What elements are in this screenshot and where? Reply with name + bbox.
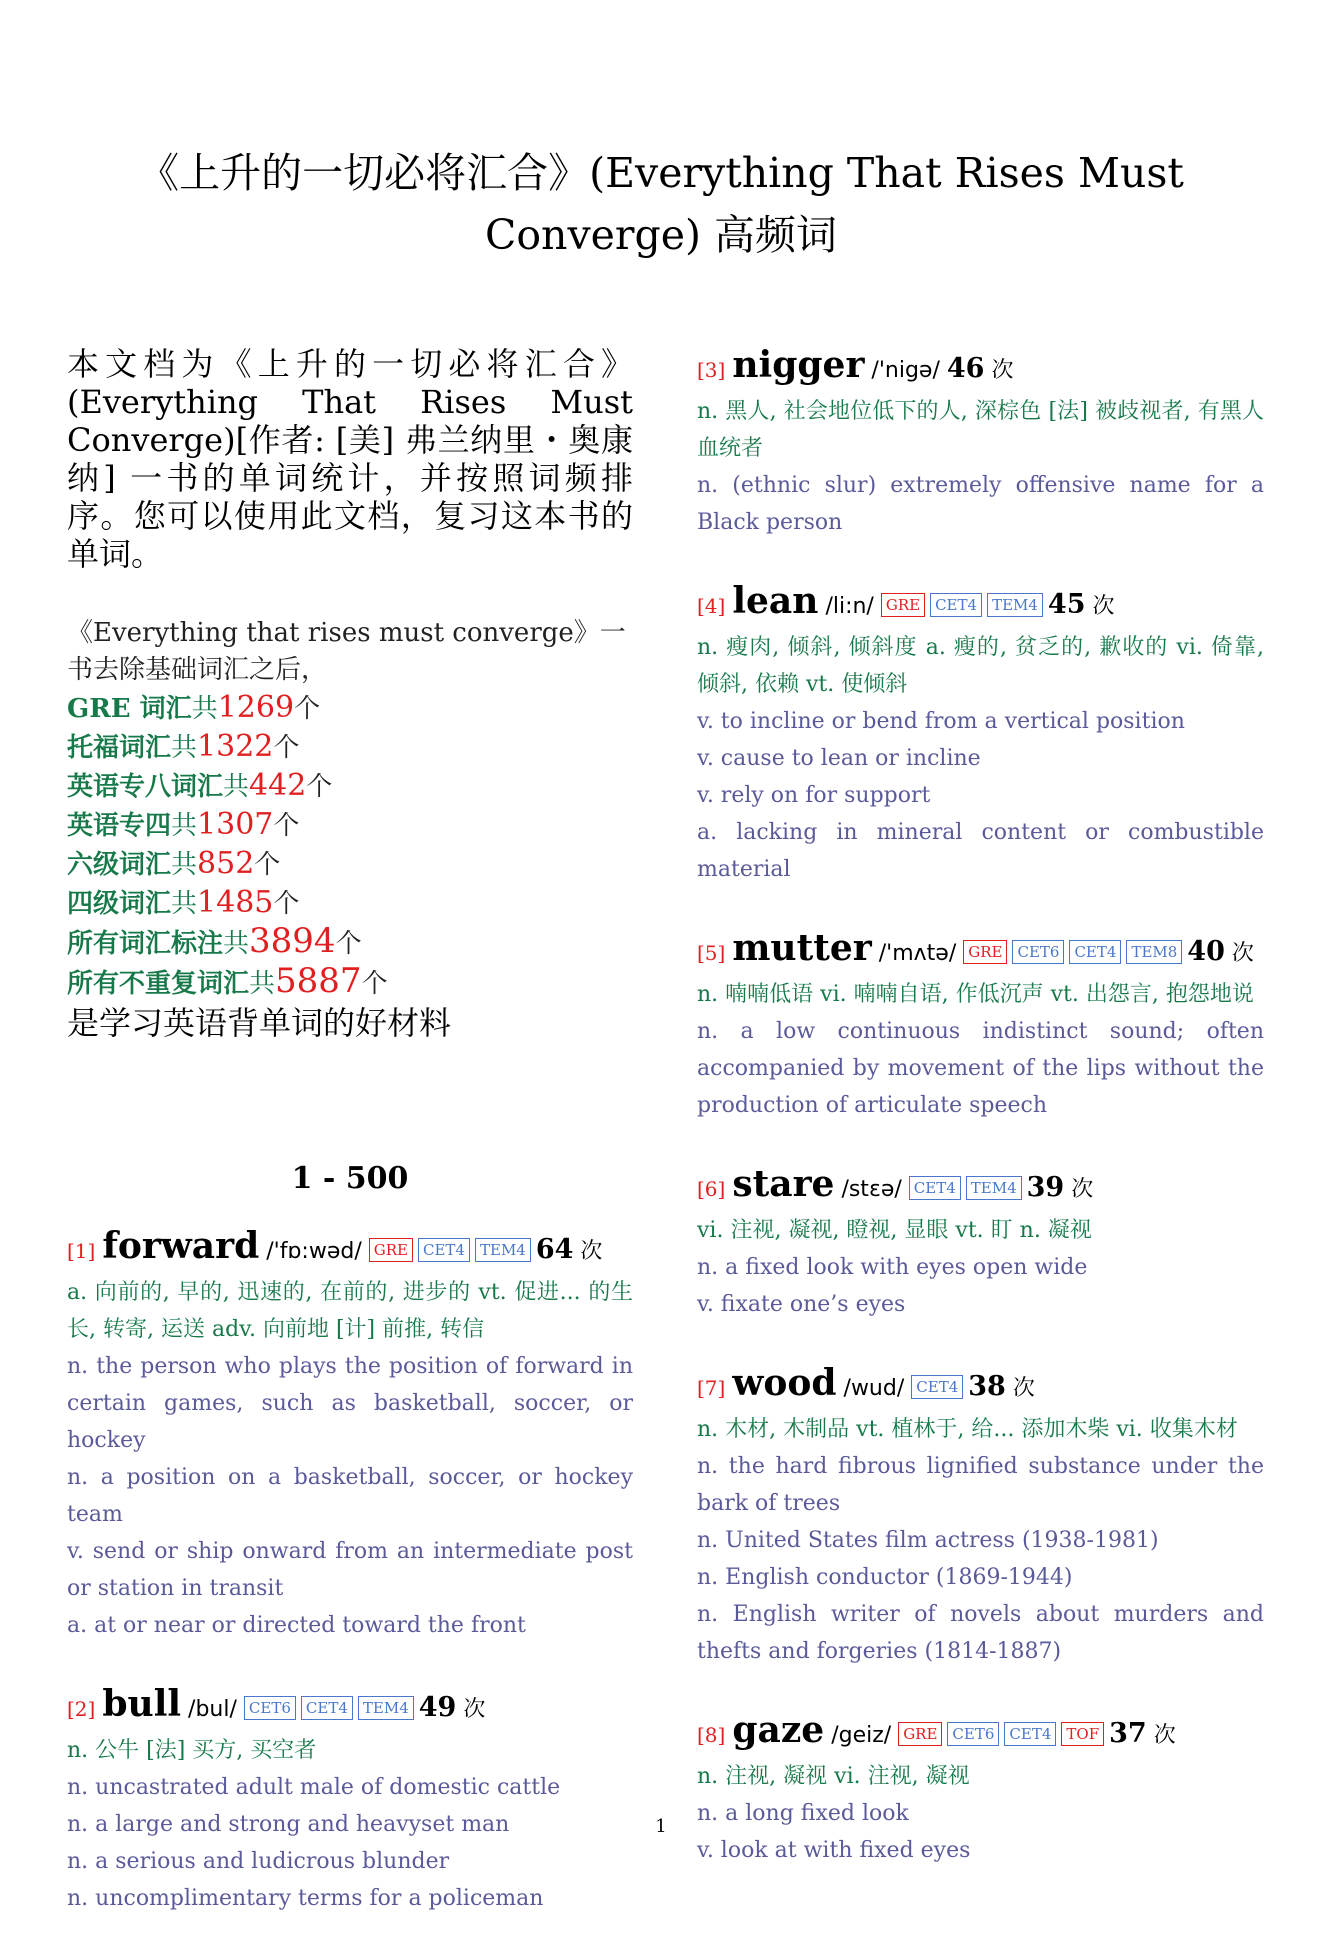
entry-english-definition: n. a position on a basketball, soccer, or hockey team <box>67 1465 633 1527</box>
level-tag: CET4 <box>911 1375 963 1399</box>
stats-gong: 共 <box>171 811 198 841</box>
entry-word: gaze <box>732 1709 825 1751</box>
entry-header <box>697 1710 1264 1756</box>
word-entry <box>67 1684 633 1917</box>
stats-label: 所有不重复词汇 <box>67 969 250 999</box>
entry-english-definition: n. uncastrated adult male of domestic cattle <box>67 1775 561 1800</box>
entry-header <box>697 345 1264 391</box>
level-tag: CET4 <box>909 1176 961 1200</box>
entry-english-definition: v. rely on for support <box>697 783 931 808</box>
entry-word: mutter <box>732 927 872 969</box>
stats-gong: 共 <box>171 733 198 763</box>
entry-word: bull <box>102 1683 182 1725</box>
level-tag: GRE <box>369 1238 413 1262</box>
stats-gong: 共 <box>223 929 250 959</box>
entry-chinese-definition: n. 瘦肉, 倾斜, 倾斜度 a. 瘦的, 贫乏的, 歉收的 vi. 倚靠, 倾斜, 依赖 vt. 使倾斜 <box>697 635 1264 697</box>
entry-phonetic: /bul/ <box>188 1697 237 1722</box>
stats-unit: 个 <box>361 969 388 999</box>
level-tag: CET6 <box>947 1722 999 1746</box>
stats-number: 1269 <box>217 690 295 725</box>
entry-english-definition: n. a fixed look with eyes open wide <box>697 1255 1088 1280</box>
stats-row <box>67 806 633 845</box>
level-tag: CET4 <box>1004 1722 1056 1746</box>
entry-english-definition: n. the hard fibrous lignified substance under the bark of trees <box>697 1454 1264 1516</box>
entry-count: 37 <box>1109 1718 1147 1749</box>
right-column <box>697 345 1264 1909</box>
entry-word: stare <box>732 1163 835 1205</box>
level-tag: TEM4 <box>966 1176 1022 1200</box>
times-label: 次 <box>1153 1723 1176 1748</box>
word-entry <box>697 581 1264 888</box>
entry-english-definition: n. a long fixed look <box>697 1801 909 1826</box>
entry-english-definition: v. look at with fixed eyes <box>697 1838 971 1863</box>
times-label: 次 <box>1071 1177 1094 1202</box>
level-tag: CET6 <box>1012 940 1064 964</box>
times-label: 次 <box>1012 1376 1035 1401</box>
stats-row <box>67 884 633 923</box>
entry-index: [4] <box>697 594 726 618</box>
times-label: 次 <box>580 1239 603 1264</box>
stats-lead: 《Everything that rises must converge》一书去除基础词汇之后， <box>67 618 626 685</box>
stats-label: 六级词汇 <box>67 850 172 880</box>
level-tag: CET4 <box>1069 940 1121 964</box>
stats-number: 5887 <box>275 961 362 1001</box>
entry-chinese-definition: n. 公牛 [法] 买方, 买空者 <box>67 1738 317 1763</box>
level-tag: TEM4 <box>987 593 1043 617</box>
entry-word: forward <box>102 1225 260 1267</box>
entry-chinese-definition: vi. 注视, 凝视, 瞪视, 显眼 vt. 盯 n. 凝视 <box>697 1218 1092 1243</box>
entry-english-definition: n. United States film actress (1938-1981) <box>697 1528 1159 1553</box>
stats-row <box>67 689 633 728</box>
stats-unit: 个 <box>254 850 281 880</box>
level-tag: GRE <box>963 940 1007 964</box>
section-title: 1 - 500 <box>291 1161 409 1196</box>
entry-index: [6] <box>697 1177 726 1201</box>
entry-header <box>67 1684 633 1730</box>
stats-label: GRE 词汇 <box>67 694 192 724</box>
entry-phonetic: /'fɒ:wəd/ <box>266 1239 362 1264</box>
stats-number: 852 <box>197 846 255 881</box>
entry-english-definition: n. a serious and ludicrous blunder <box>67 1849 450 1874</box>
word-entry <box>697 1164 1264 1323</box>
stats-gong: 共 <box>171 850 198 880</box>
level-tag: CET6 <box>244 1696 296 1720</box>
entry-header <box>697 1164 1264 1210</box>
stats-number: 1322 <box>197 729 274 764</box>
level-tag: TEM4 <box>475 1238 531 1262</box>
left-column <box>67 345 633 1957</box>
entry-phonetic: /'mʌtə/ <box>878 941 957 966</box>
entry-english-definition: a. at or near or directed toward the front <box>67 1613 526 1638</box>
entry-count: 40 <box>1187 936 1225 967</box>
level-tag: CET4 <box>930 593 982 617</box>
level-tag: CET4 <box>301 1696 353 1720</box>
entry-chinese-definition: a. 向前的, 早的, 迅速的, 在前的, 进步的 vt. 促进... 的生长, 转寄, 运送 adv. 向前地 [计] 前推, 转信 <box>67 1280 633 1342</box>
entry-word: nigger <box>732 344 865 386</box>
stats-gong: 共 <box>171 889 198 919</box>
times-label: 次 <box>991 358 1014 383</box>
entry-count: 64 <box>535 1234 574 1265</box>
stats-row <box>67 963 633 1003</box>
entry-word: wood <box>732 1362 837 1404</box>
entry-count: 38 <box>968 1371 1006 1402</box>
entry-index: [5] <box>697 941 726 965</box>
stats-closing: 是学习英语背单词的好材料 <box>67 1004 452 1042</box>
times-label: 次 <box>463 1697 486 1722</box>
entry-phonetic: /'nigə/ <box>871 358 940 383</box>
intro-paragraph: 本文档为《上升的一切必将汇合》(Everything That Rises Must Converge)[作者: [美] 弗兰纳里・奥康纳] 一书的单词统计，并按照词频排序。您可以使用此文档，复习这本书的单词。 <box>67 345 633 573</box>
entry-header <box>697 928 1264 974</box>
stats-unit: 个 <box>273 811 300 841</box>
entry-index: [7] <box>697 1376 726 1400</box>
entry-index: [2] <box>67 1697 96 1721</box>
stats-number: 442 <box>249 768 307 803</box>
stats-gong: 共 <box>223 772 250 802</box>
entry-english-definition: n. English conductor (1869-1944) <box>697 1565 1073 1590</box>
entry-chinese-definition: n. 黑人, 社会地位低下的人, 深棕色 [法] 被歧视者, 有黑人血统者 <box>697 399 1264 461</box>
level-tag: GRE <box>898 1722 942 1746</box>
entry-english-definition: a. lacking in mineral content or combustible material <box>697 820 1264 882</box>
stats-label: 所有词汇标注 <box>67 929 224 959</box>
entry-english-definition: n. a large and strong and heavyset man <box>67 1812 510 1837</box>
level-tag: TEM4 <box>358 1696 414 1720</box>
entry-phonetic: /stɛə/ <box>841 1177 902 1202</box>
stats-unit: 个 <box>273 889 300 919</box>
entry-english-definition: n. the person who plays the position of forward in certain games, such as basketball, soccer, or hockey <box>67 1354 633 1453</box>
stats-unit: 个 <box>273 733 300 763</box>
entry-english-definition: v. cause to lean or incline <box>697 746 981 771</box>
page-title: 《上升的一切必将汇合》(Everything That Rises Must Converge) 高频词 <box>138 149 1184 259</box>
entry-english-definition: v. to incline or bend from a vertical position <box>697 709 1185 734</box>
stats-unit: 个 <box>335 929 362 959</box>
stats-rows <box>67 689 633 1003</box>
level-tag: GRE <box>881 593 925 617</box>
entry-header <box>67 1226 633 1272</box>
entry-chinese-definition: n. 木材, 木制品 vt. 植林于, 给... 添加木柴 vi. 收集木材 <box>697 1417 1238 1442</box>
entry-english-definition: n. a low continuous indistinct sound; often accompanied by movement of the lips without the production of articulate speech <box>697 1019 1264 1118</box>
stats-number: 1485 <box>197 885 274 920</box>
entry-phonetic: /geiz/ <box>831 1723 892 1748</box>
level-tag: TOF <box>1061 1722 1104 1746</box>
word-entry <box>697 1363 1264 1670</box>
times-label: 次 <box>1231 941 1254 966</box>
entry-index: [3] <box>697 358 726 382</box>
right-entry-list <box>697 345 1264 1869</box>
times-label: 次 <box>1092 594 1115 619</box>
stats-row <box>67 767 633 806</box>
entry-index: [1] <box>67 1239 96 1263</box>
entry-index: [8] <box>697 1723 726 1747</box>
stats-block <box>67 615 633 1043</box>
stats-gong: 共 <box>191 694 218 724</box>
word-entry <box>67 1226 633 1644</box>
entry-count: 39 <box>1026 1172 1065 1203</box>
stats-unit: 个 <box>306 772 333 802</box>
stats-label: 托福词汇 <box>67 733 172 763</box>
stats-row <box>67 923 633 963</box>
entry-english-definition: v. send or ship onward from an intermediate post or station in transit <box>67 1539 633 1601</box>
word-entry <box>697 928 1264 1124</box>
entry-chinese-definition: n. 喃喃低语 vi. 喃喃自语, 作低沉声 vt. 出怨言, 抱怨地说 <box>697 982 1254 1007</box>
entry-count: 45 <box>1047 589 1086 620</box>
entry-english-definition: v. fixate one’s eyes <box>697 1292 906 1317</box>
stats-row <box>67 728 633 767</box>
page-number: 1 <box>655 1816 667 1837</box>
word-entry <box>697 1710 1264 1869</box>
entry-phonetic: /wud/ <box>843 1376 905 1401</box>
stats-label: 四级词汇 <box>67 889 172 919</box>
stats-row <box>67 845 633 884</box>
entry-count: 49 <box>418 1692 457 1723</box>
entry-word: lean <box>732 580 819 622</box>
stats-gong: 共 <box>249 969 276 999</box>
stats-label: 英语专八词汇 <box>67 772 224 802</box>
entry-english-definition: n. uncomplimentary terms for a policeman <box>67 1886 544 1911</box>
entry-header <box>697 1363 1264 1409</box>
word-entry <box>697 345 1264 541</box>
entry-phonetic: /li:n/ <box>825 594 874 619</box>
entry-english-definition: n. English writer of novels about murders and thefts and forgeries (1814-1887) <box>697 1602 1264 1664</box>
entry-english-definition: n. (ethnic slur) extremely offensive name for a Black person <box>697 473 1264 535</box>
level-tag: CET4 <box>418 1238 470 1262</box>
entry-header <box>697 581 1264 627</box>
entry-chinese-definition: n. 注视, 凝视 vi. 注视, 凝视 <box>697 1764 970 1789</box>
level-tag: TEM8 <box>1126 940 1182 964</box>
stats-label: 英语专四 <box>67 811 172 841</box>
left-entry-list <box>67 1226 633 1917</box>
entry-count: 46 <box>946 353 985 384</box>
stats-unit: 个 <box>294 694 321 724</box>
stats-number: 1307 <box>197 807 274 842</box>
stats-number: 3894 <box>249 921 336 961</box>
